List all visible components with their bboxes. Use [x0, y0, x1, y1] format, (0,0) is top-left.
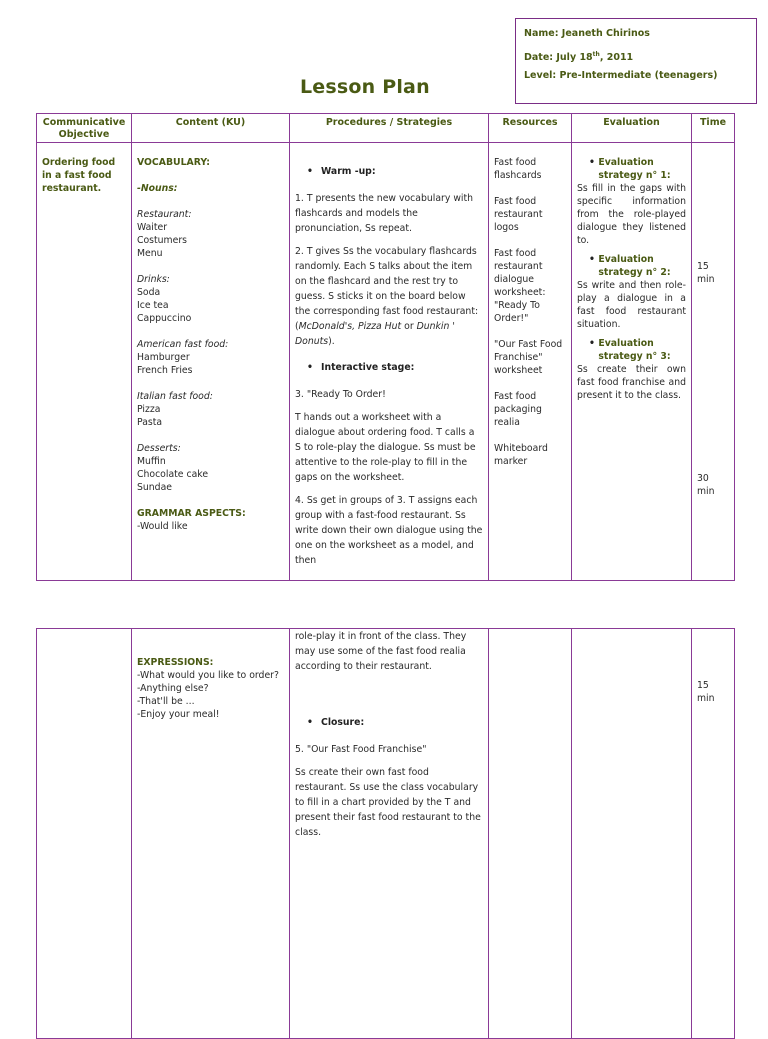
- objective-text: Ordering food in a fast food restaurant.: [42, 157, 116, 194]
- vocabulary-heading: VOCABULARY:: [137, 157, 210, 168]
- teacher-name: Name: Jeaneth Chirinos: [524, 28, 650, 39]
- list-item: Pasta: [137, 417, 163, 428]
- table-row: [37, 629, 735, 1039]
- american-food-label: American fast food:: [137, 339, 229, 350]
- procedure-step-5-detail: Ss create their own fast food restaurant. Ss use the class vocabulary to fill in a chart provided by the T and present their fast food restaurant to the class.: [295, 767, 481, 838]
- procedures-cell: [290, 143, 489, 581]
- list-item: -That'll be ...: [137, 696, 195, 707]
- time-value: 15: [697, 261, 709, 272]
- list-item: -What would you like to order?: [137, 670, 279, 681]
- resource-item: "Our Fast Food Franchise" worksheet: [494, 339, 563, 376]
- evaluation-strategy-3-text: Ss create their own fast food franchise and present it to the class.: [577, 364, 686, 401]
- procedure-step-4: 4. Ss get in groups of 3. T assigns each group with a fast-food restaurant. Ss write down their own dialogue using the one on the worksheet as a model, and then: [295, 495, 483, 566]
- time-unit: min: [697, 274, 715, 285]
- restaurant-label: Restaurant:: [137, 209, 192, 220]
- bullet-icon: •: [589, 338, 595, 349]
- resource-item: Fast food packaging realia: [494, 391, 542, 428]
- procedure-step-3: 3. "Ready To Order!: [295, 389, 386, 400]
- lesson-plan-table-2: [36, 628, 735, 1039]
- list-item: Costumers: [137, 235, 188, 246]
- bullet-icon: •: [307, 717, 313, 728]
- list-item: Sundae: [137, 482, 173, 493]
- grammar-heading: GRAMMAR ASPECTS:: [137, 508, 246, 519]
- evaluation-strategy-1-text: Ss fill in the gaps with specific information from the role-played dialogue they listened to.: [577, 183, 686, 246]
- warmup-bullet: • Warm -up:: [307, 166, 376, 177]
- procedure-step-4-continued: role-play it in front of the class. They may use some of the fast food realia according to their restaurant.: [295, 631, 467, 672]
- bullet-icon: •: [307, 362, 313, 373]
- header-evaluation: Evaluation: [572, 114, 692, 143]
- time-unit: min: [697, 486, 715, 497]
- header-objective: Communicative Objective: [37, 114, 132, 143]
- procedure-step-1: 1. T presents the new vocabulary with flashcards and models the pronunciation, Ss repeat.: [295, 193, 474, 234]
- time-cell: [692, 143, 735, 581]
- list-item: Pizza: [137, 404, 161, 415]
- nouns-label: -Nouns:: [137, 183, 178, 194]
- drinks-label: Drinks:: [137, 274, 170, 285]
- list-item: Chocolate cake: [137, 469, 209, 480]
- desserts-label: Desserts:: [137, 443, 181, 454]
- bullet-icon: •: [589, 157, 595, 168]
- time-value: 30: [697, 473, 709, 484]
- expressions-heading: EXPRESSIONS:: [137, 657, 214, 668]
- procedures-cell: [290, 629, 489, 1039]
- lesson-plan-table-1: [36, 113, 735, 581]
- list-item: Soda: [137, 287, 161, 298]
- list-item: Hamburger: [137, 352, 190, 363]
- list-item: Menu: [137, 248, 163, 259]
- bullet-icon: •: [307, 166, 313, 177]
- list-item: Waiter: [137, 222, 168, 233]
- evaluation-cell: [572, 629, 692, 1039]
- resources-cell: [489, 143, 572, 581]
- interactive-stage-bullet: • Interactive stage:: [307, 362, 415, 373]
- time-unit: min: [697, 693, 715, 704]
- list-item: Ice tea: [137, 300, 169, 311]
- procedure-step-3-detail: T hands out a worksheet with a dialogue about ordering food. T calls a S to role-play the dialogue. Ss must be attentive to the role-play to fill in the gaps on the worksheet.: [295, 412, 476, 483]
- evaluation-strategy-2-text: Ss write and then role-play a dialogue in a fast food restaurant situation.: [577, 280, 686, 330]
- resource-item: Fast food flashcards: [494, 157, 542, 181]
- resources-cell: [489, 629, 572, 1039]
- grammar-item: -Would like: [137, 521, 188, 532]
- evaluation-cell: [572, 143, 692, 581]
- lesson-date: Date: July 18th, 2011: [524, 51, 634, 64]
- time-cell: [692, 629, 735, 1039]
- header-procedures: Procedures / Strategies: [290, 114, 489, 143]
- list-item: Cappuccino: [137, 313, 192, 324]
- bullet-icon: •: [589, 254, 595, 265]
- list-item: -Enjoy your meal!: [137, 709, 220, 720]
- evaluation-strategy-3-title: • Evaluation strategy n° 3:: [589, 338, 671, 362]
- header-content: Content (KU): [132, 114, 290, 143]
- page-title: Lesson Plan: [300, 76, 430, 98]
- evaluation-strategy-2-title: • Evaluation strategy n° 2:: [589, 254, 671, 278]
- list-item: -Anything else?: [137, 683, 209, 694]
- resource-item: Fast food restaurant dialogue worksheet: "Ready To Order!": [494, 248, 546, 324]
- procedure-step-2: 2. T gives Ss the vocabulary flashcards randomly. Each S talks about the item on the flashcard and the rest try to guess. S sticks it on the board below the corresponding fast food restaurant: (McDonald's, Pizza Hut or Dunkin ' Donuts).: [295, 246, 479, 347]
- objective-cell: [37, 629, 132, 1039]
- content-cell: [132, 143, 290, 581]
- header-resources: Resources: [489, 114, 572, 143]
- evaluation-strategy-1-title: • Evaluation strategy n° 1:: [589, 157, 671, 181]
- objective-cell: [37, 143, 132, 581]
- list-item: French Fries: [137, 365, 193, 376]
- table-row: [37, 143, 735, 581]
- content-cell: [132, 629, 290, 1039]
- header-time: Time: [692, 114, 735, 143]
- italian-food-label: Italian fast food:: [137, 391, 213, 402]
- teacher-info-box: [515, 18, 757, 104]
- resource-item: Fast food restaurant logos: [494, 196, 543, 233]
- time-value: 15: [697, 680, 709, 691]
- resource-item: Whiteboard marker: [494, 443, 548, 467]
- table-header-row: [37, 114, 735, 143]
- closure-bullet: • Closure:: [307, 717, 365, 728]
- procedure-step-5: 5. "Our Fast Food Franchise": [295, 744, 427, 755]
- list-item: Muffin: [137, 456, 166, 467]
- student-level: Level: Pre-Intermediate (teenagers): [524, 70, 718, 81]
